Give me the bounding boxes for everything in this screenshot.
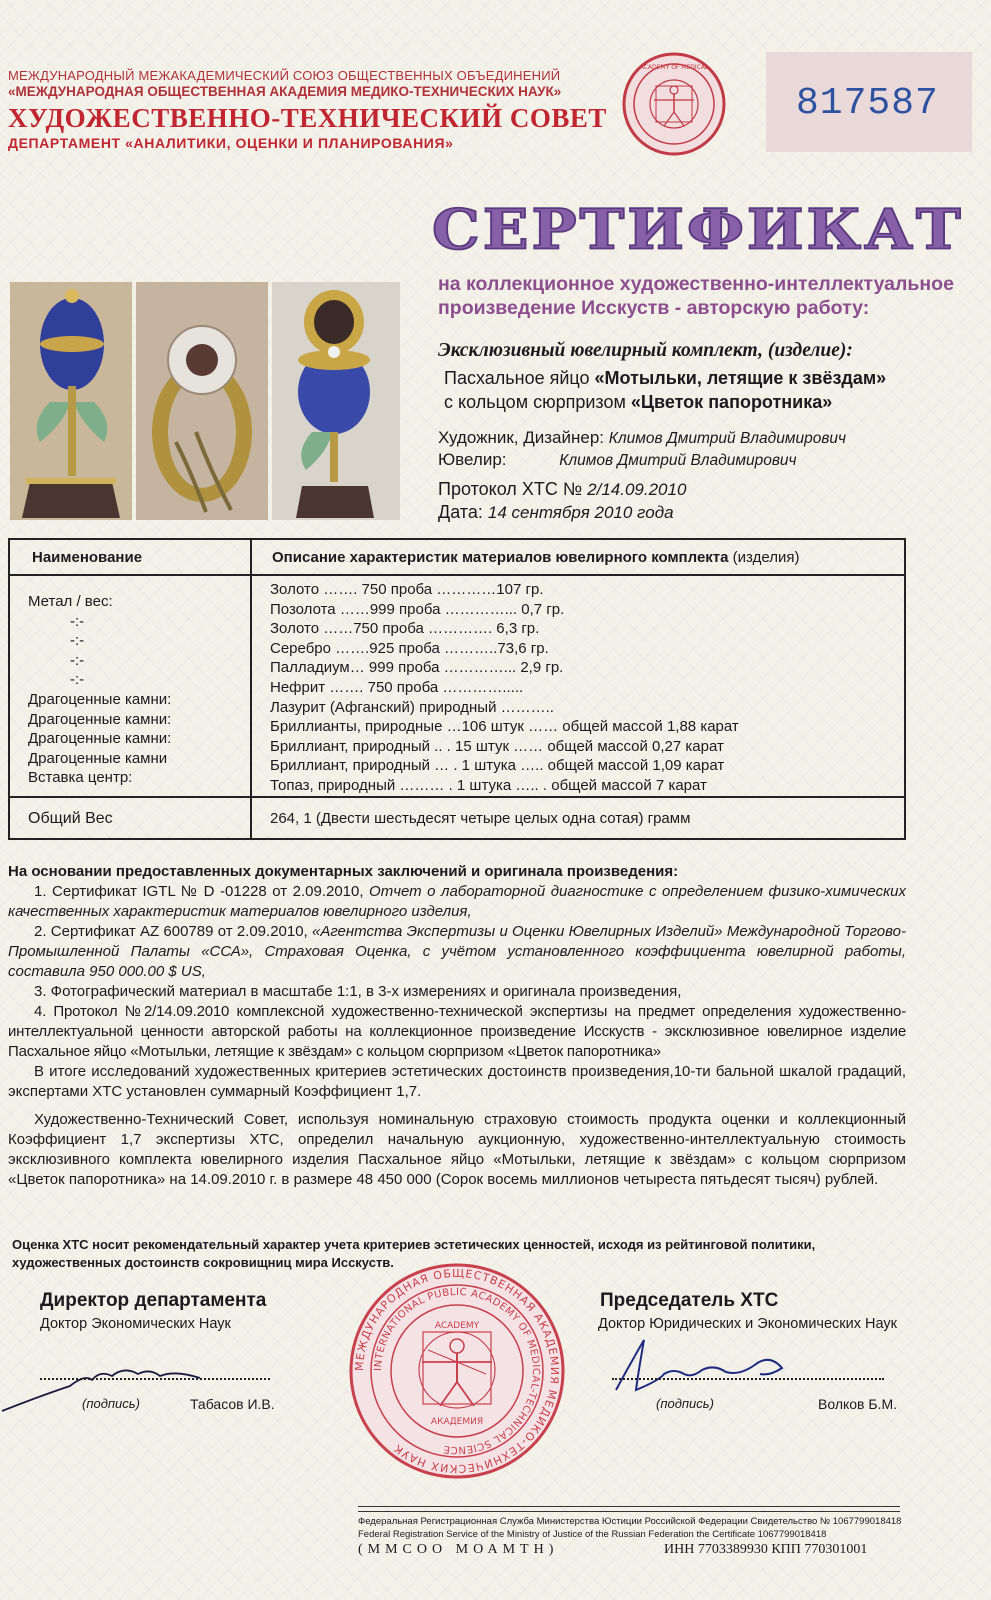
table-total-divider <box>10 796 904 798</box>
top-seal-text: ACADEMY OF MEDICAL <box>639 64 709 71</box>
total-weight-label: Общий Вес <box>28 810 113 827</box>
table-row-value: Серебро …….925 проба ………..73,6 гр. <box>270 639 549 657</box>
table-row-label: Драгоценные камни: <box>28 730 172 748</box>
table-row-label: -:- <box>70 612 85 630</box>
table-row-label: -:- <box>70 671 85 689</box>
seal-outer-text: МЕЖДУНАРОДНАЯ ОБЩЕСТВЕННАЯ АКАДЕМИЯ МЕДИКО-ТЕХНИЧЕСКИХ НАУК <box>352 1266 562 1476</box>
ring-photo <box>136 282 268 520</box>
council-paragraph: Художественно-Технический Совет, используя номинальную страховую стоимость продукта оценки и коллекционный Коэффициент 1,7 экспертизы ХТС, определил начальную аукционную, художественно-интеллектуальную стоимость эксклюзивного комплекта ювелирного изделия Пасхальное яйцо «Мотыльки, летящие к звёздам» с кольцом сюрпризом «Цветок папоротника» на 14.09.2010 г. в размере 48 450 000 (Сорок восемь миллионов четыреста пятьдесят тысяч) рублей. <box>8 1111 906 1188</box>
table-row-label: Метал / вес: <box>28 593 113 610</box>
basis-item-1-text: 1. Сертификат IGTL № D -01228 от 2.09.2010, <box>34 883 370 900</box>
org-line-2: «МЕЖДУНАРОДНАЯ ОБЩЕСТВЕННАЯ АКАДЕМИЯ МЕДИКО-ТЕХНИЧЕСКИХ НАУК» <box>8 84 562 99</box>
director-name: Табасов И.В. <box>190 1396 275 1412</box>
footer-rule <box>358 1506 900 1512</box>
table-row-value: Лазурит (Афганский) природный ……….. <box>270 698 554 716</box>
protocol-value: 2/14.09.2010 <box>587 480 687 499</box>
artist-label: Художник, Дизайнер: <box>438 428 604 447</box>
date-value: 14 сентября 2010 года <box>487 503 674 522</box>
serial-number: 817587 <box>796 82 939 125</box>
table-header-divider <box>10 574 904 576</box>
basis-item-3: 3. Фотографический материал в масштабе 1:1, в 3-х измерениях и оригинала произведения, <box>34 983 682 1000</box>
basis-item-2-italic: «Агентства Экспертизы и Оценки Ювелирных Изделий» Международной Торгово-Промышленной Палаты «ССА», Страховая Оценка, с учётом установленного коэффициента ювелирной работы, составила 950 000.00 $ US, <box>8 923 906 980</box>
org-line-1: МЕЖДУНАРОДНЫЙ МЕЖАКАДЕМИЧЕСКИЙ СОЮЗ ОБЩЕСТВЕННЫХ ОБЪЕДИНЕНИЙ <box>8 68 561 83</box>
table-col1-header: Наименование <box>32 549 143 566</box>
table-row-value: Нефрит ……. 750 проба …………..... <box>270 678 524 696</box>
chairman-title: Председатель ХТС <box>600 1290 779 1311</box>
chairman-name: Волков Б.М. <box>818 1396 898 1412</box>
seal-center-text: ACADEMY <box>434 1321 480 1331</box>
protocol-label: Протокол ХТС № <box>438 479 583 499</box>
table-row-value: Топаз, природный ……… . 1 штука ….. . общей массой 7 карат <box>270 776 707 794</box>
certificate-subtitle <box>438 272 954 320</box>
table-row-value: Бриллиант, природный … . 1 штука ….. общей массой 1,09 карат <box>270 757 725 775</box>
subtitle-line-1: на коллекционное художественно-интеллектуальное <box>438 273 954 295</box>
chairman-signature-icon <box>610 1334 800 1396</box>
academy-seal-icon <box>348 1262 566 1480</box>
footer-registration-ru: Федеральная Регистрационная Служба Министерства Юстиции Российской Федерации Свидетельство № 1067799018418 <box>358 1516 902 1527</box>
footer-inn: ИНН 7703389930 КПП 770301001 <box>664 1542 868 1557</box>
table-row-label: Драгоценные камни: <box>28 710 172 728</box>
table-col2-header-bold: Описание характеристик материалов ювелирного комплекта <box>272 549 729 566</box>
basis-item-1 <box>8 882 906 922</box>
artist-line <box>438 428 846 448</box>
egg-prefix: Пасхальное яйцо <box>444 368 590 388</box>
table-row-label: Вставка центр: <box>28 769 133 787</box>
jeweler-line <box>438 450 797 470</box>
table-row-value: Бриллиант, природный .. . 15 штук …… общей массой 0,27 карат <box>270 737 724 755</box>
ring-name: «Цветок папоротника» <box>630 392 833 412</box>
table-right-column <box>270 580 739 796</box>
chairman-signature-caption: (подпись) <box>656 1396 714 1411</box>
jeweler-label: Ювелир: <box>438 450 507 469</box>
org-department: ДЕПАРТАМЕНТ «АНАЛИТИКИ, ОЦЕНКИ И ПЛАНИРОВАНИЯ» <box>8 135 454 151</box>
basis-item-1-italic: Отчет о лабораторной диагностике с определением физико-химических качественных характеристик материалов ювелирного изделия, <box>8 883 906 920</box>
table-col2-header <box>272 549 799 566</box>
date-line <box>438 502 674 523</box>
director-signature-line <box>40 1378 270 1380</box>
director-signature-caption: (подпись) <box>82 1396 140 1411</box>
note-paragraph: Оценка ХТС носит рекомендательный характер учета критериев эстетических ценностей, исходя из рейтинговой политики, художественных достоинств сокровищниц мира Исскуств. <box>12 1237 816 1270</box>
table-row-label: -:- <box>70 632 85 650</box>
table-col2-header-rest: (изделия) <box>732 549 800 566</box>
protocol-line <box>438 479 686 500</box>
total-weight-value: 264, 1 (Двести шестьдесят четыре целых одна сотая) грамм <box>270 810 691 827</box>
certificate-title: СЕРТИФИКАТ <box>432 198 964 263</box>
ring-line <box>444 392 832 413</box>
table-row-label: Драгоценные камни: <box>28 690 172 708</box>
egg-photo <box>10 282 132 520</box>
table-row-value: Золото ……. 750 проба …………107 гр. <box>270 581 544 598</box>
top-seal-icon <box>622 52 726 156</box>
table-left-column <box>28 592 171 788</box>
table-row-value: Золото ……750 проба …………. 6,3 гр. <box>270 620 540 638</box>
table-row-value: Бриллианты, природные …106 штук …… общей массой 1,88 карат <box>270 718 739 736</box>
org-title: ХУДОЖЕСТВЕННО-ТЕХНИЧЕСКИЙ СОВЕТ <box>8 103 607 133</box>
egg-name: «Мотыльки, летящие к звёздам» <box>594 368 887 388</box>
date-label: Дата: <box>438 502 483 522</box>
table-row-value: Позолота ……999 проба …………... 0,7 гр. <box>270 600 565 618</box>
chairman-degree: Доктор Юридических и Экономических Наук <box>598 1316 897 1332</box>
ring-prefix: с кольцом сюрпризом <box>444 392 626 412</box>
exclusive-heading: Эксклюзивный ювелирный комплект, (изделие): <box>438 340 853 361</box>
director-degree: Доктор Экономических Наук <box>40 1316 231 1332</box>
open-egg-photo <box>272 282 400 520</box>
footer-registration-en: Federal Registration Service of the Ministry of Justice of the Russian Federation the Certificate 1067799018418 <box>358 1529 827 1540</box>
table-row-label: -:- <box>70 651 85 669</box>
chairman-signature-line <box>612 1378 884 1380</box>
egg-line <box>444 368 886 389</box>
table-row-label: Драгоценные камни <box>28 749 168 767</box>
seal-bottom-text: АКАДЕМИЯ <box>430 1417 484 1427</box>
artist-name: Климов Дмитрий Владимирович <box>608 430 847 447</box>
basis-item-2 <box>8 922 906 982</box>
footer-abbreviation: (ММСОО МОАМТН) <box>358 1542 559 1557</box>
basis-item-4: 4. Протокол №2/14.09.2010 комплексной художественно-технической экспертизы на предмет определения художественно-интеллектуальной ценности авторской работы на коллекционное произведение Исскуств - эксклюзивное ювелирное изделие Пасхальное яйцо «Мотыльки, летящие к звёздам» с кольцом сюрпризом «Цветок папоротника» <box>8 1003 906 1060</box>
result-paragraph: В итоге исследований художественных критериев эстетических достоинств произведения,10-ти бальной шкалой градаций, экспертами ХТС установлен суммарный Коэффициент 1,7. <box>8 1063 906 1100</box>
basis-items <box>8 882 906 1190</box>
basis-item-2-text: 2. Сертификат AZ 600789 от 2.09.2010, <box>34 923 312 940</box>
seal-inner-text: INTERNATIONAL PUBLIC ACADEMY OF MEDICAL-TECHNICAL SCIENCE <box>372 1286 542 1456</box>
jeweler-name: Климов Дмитрий Владимирович <box>559 452 797 469</box>
basis-heading: На основании предоставленных документарных заключений и оригинала произведения: <box>8 863 679 880</box>
subtitle-line-2: произведение Исскуств - авторскую работу: <box>438 297 870 319</box>
director-title: Директор департамента <box>40 1290 267 1311</box>
table-row-value: Палладиум… 999 проба …………... 2,9 гр. <box>270 659 564 677</box>
table-column-divider <box>250 540 252 838</box>
